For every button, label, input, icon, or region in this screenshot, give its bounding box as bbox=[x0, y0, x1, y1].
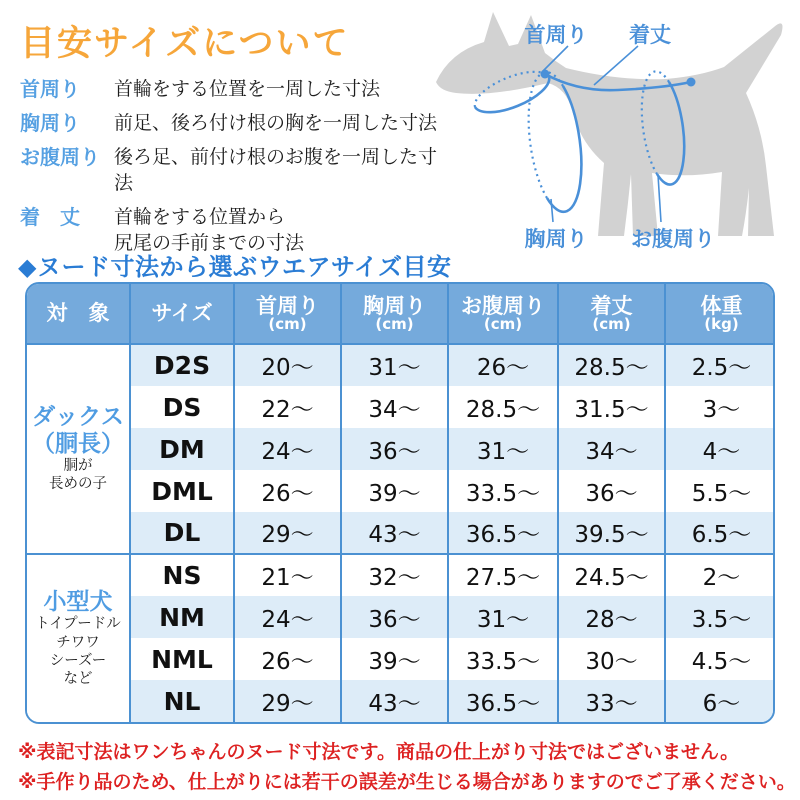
value-cell: 33.5〜 bbox=[448, 638, 558, 680]
subject-note: 胴が bbox=[63, 458, 93, 475]
size-cell: NL bbox=[130, 680, 234, 722]
value-cell: 20〜 bbox=[234, 344, 341, 386]
size-cell: D2S bbox=[130, 344, 234, 386]
column-header bbox=[448, 284, 558, 344]
size-cell: DL bbox=[130, 512, 234, 554]
value-cell: 26〜 bbox=[234, 638, 341, 680]
value-cell: 34〜 bbox=[558, 428, 665, 470]
footnotes bbox=[18, 737, 796, 798]
value-cell: 32〜 bbox=[341, 554, 448, 596]
size-cell: NML bbox=[130, 638, 234, 680]
page-title: 目安サイズについて bbox=[20, 24, 350, 64]
table-row bbox=[27, 554, 775, 596]
column-header-label: 首周り bbox=[256, 293, 319, 318]
value-cell: 36〜 bbox=[558, 470, 665, 512]
dog-measurement-diagram bbox=[428, 0, 800, 256]
value-cell: 5.5〜 bbox=[665, 470, 775, 512]
dog-diagram-svg bbox=[428, 0, 800, 256]
size-table bbox=[25, 282, 775, 724]
chest-label: 胸周り bbox=[524, 227, 588, 251]
subject-note: など bbox=[63, 670, 93, 687]
value-cell: 36.5〜 bbox=[448, 680, 558, 722]
subject-note: トイプードル bbox=[35, 616, 121, 633]
value-cell: 28.5〜 bbox=[558, 344, 665, 386]
value-cell: 26〜 bbox=[448, 344, 558, 386]
definition-term: 着 丈 bbox=[20, 205, 80, 229]
belly-leader-line bbox=[658, 175, 661, 222]
value-cell: 39〜 bbox=[341, 638, 448, 680]
definition-row bbox=[20, 76, 450, 102]
value-cell: 29〜 bbox=[234, 680, 341, 722]
value-cell: 31〜 bbox=[341, 344, 448, 386]
column-header bbox=[665, 284, 775, 344]
neck-label: 首周り bbox=[524, 23, 588, 47]
column-header bbox=[558, 284, 665, 344]
value-cell: 43〜 bbox=[341, 512, 448, 554]
subject-name: ダックス bbox=[32, 404, 124, 431]
subject-name: 小型犬 bbox=[43, 589, 113, 616]
definition-row bbox=[20, 110, 450, 136]
table-row bbox=[27, 428, 775, 470]
value-cell: 36〜 bbox=[341, 596, 448, 638]
footnote: ※手作り品のため、仕上がりには若干の誤差が生じる場合がありますのでご了承ください。 bbox=[18, 771, 796, 794]
size-cell: DS bbox=[130, 386, 234, 428]
table-row bbox=[27, 596, 775, 638]
subject-note: 長めの子 bbox=[49, 476, 107, 493]
table-header-row bbox=[27, 284, 775, 344]
table-row bbox=[27, 344, 775, 386]
length-start-dot bbox=[541, 70, 550, 79]
value-cell: 21〜 bbox=[234, 554, 341, 596]
column-header bbox=[130, 284, 234, 344]
belly-label: お腹周り bbox=[631, 227, 715, 251]
column-header-unit: (cm) bbox=[592, 314, 631, 333]
column-header bbox=[341, 284, 448, 344]
subject-cell bbox=[27, 344, 130, 554]
column-header-unit: (cm) bbox=[375, 314, 414, 333]
value-cell: 34〜 bbox=[341, 386, 448, 428]
value-cell: 39〜 bbox=[341, 470, 448, 512]
definition-term: お腹周り bbox=[20, 145, 100, 169]
size-cell: NM bbox=[130, 596, 234, 638]
value-cell: 31〜 bbox=[448, 428, 558, 470]
value-cell: 33.5〜 bbox=[448, 470, 558, 512]
column-header-unit: (cm) bbox=[483, 314, 523, 333]
value-cell: 2〜 bbox=[665, 554, 775, 596]
definition-desc: 前足、後ろ付け根の胸を一周した寸法 bbox=[114, 112, 438, 134]
value-cell: 4.5〜 bbox=[665, 638, 775, 680]
value-cell: 24.5〜 bbox=[558, 554, 665, 596]
footnote: ※表記寸法はワンちゃんのヌード寸法です。商品の仕上がり寸法ではございません。 bbox=[18, 741, 740, 763]
column-header-label: サイズ bbox=[151, 301, 213, 326]
size-cell: DM bbox=[130, 428, 234, 470]
value-cell: 31.5〜 bbox=[558, 386, 665, 428]
value-cell: 39.5〜 bbox=[558, 512, 665, 554]
size-cell: DML bbox=[130, 470, 234, 512]
value-cell: 30〜 bbox=[558, 638, 665, 680]
subject-note: シーズー bbox=[49, 652, 107, 669]
value-cell: 28〜 bbox=[558, 596, 665, 638]
measurement-definitions bbox=[20, 76, 450, 264]
column-header-unit: (kg) bbox=[704, 314, 739, 333]
value-cell: 31〜 bbox=[448, 596, 558, 638]
table-row bbox=[27, 386, 775, 428]
section-title: ◆ヌード寸法から選ぶウエアサイズ目安 bbox=[18, 253, 452, 281]
definition-row bbox=[20, 144, 450, 196]
table-row bbox=[27, 470, 775, 512]
column-header-label: 対 象 bbox=[46, 301, 110, 326]
table-row bbox=[27, 512, 775, 554]
value-cell: 6〜 bbox=[665, 680, 775, 722]
definition-desc: 首輪をする位置から 尻尾の手前までの寸法 bbox=[114, 206, 305, 254]
column-header-label: 体重 bbox=[700, 293, 743, 318]
definition-term: 首周り bbox=[20, 77, 80, 101]
column-header-label: 胸周り bbox=[363, 293, 426, 318]
subject-cell bbox=[27, 554, 130, 722]
value-cell: 6.5〜 bbox=[665, 512, 775, 554]
length-label: 着丈 bbox=[629, 23, 671, 47]
chest-leader-line bbox=[551, 199, 553, 222]
value-cell: 33〜 bbox=[558, 680, 665, 722]
table-row bbox=[27, 680, 775, 722]
definition-term: 胸周り bbox=[20, 111, 80, 135]
chest-measure-ellipse bbox=[529, 72, 563, 198]
value-cell: 2.5〜 bbox=[665, 344, 775, 386]
column-header-label: お腹周り bbox=[461, 293, 545, 318]
value-cell: 3〜 bbox=[665, 386, 775, 428]
column-header bbox=[234, 284, 341, 344]
value-cell: 27.5〜 bbox=[448, 554, 558, 596]
value-cell: 24〜 bbox=[234, 428, 341, 470]
value-cell: 29〜 bbox=[234, 512, 341, 554]
subject-name: （胴長） bbox=[32, 430, 124, 457]
value-cell: 24〜 bbox=[234, 596, 341, 638]
value-cell: 28.5〜 bbox=[448, 386, 558, 428]
column-header bbox=[27, 284, 130, 344]
value-cell: 3.5〜 bbox=[665, 596, 775, 638]
definition-desc: 後ろ足、前付け根のお腹を一周した寸法 bbox=[114, 146, 438, 194]
length-end-dot bbox=[687, 78, 696, 87]
subject-note: チワワ bbox=[56, 634, 100, 651]
value-cell: 4〜 bbox=[665, 428, 775, 470]
dog-silhouette bbox=[436, 12, 782, 236]
size-cell: NS bbox=[130, 554, 234, 596]
table-row bbox=[27, 638, 775, 680]
value-cell: 22〜 bbox=[234, 386, 341, 428]
value-cell: 43〜 bbox=[341, 680, 448, 722]
value-cell: 26〜 bbox=[234, 470, 341, 512]
definition-desc: 首輪をする位置を一周した寸法 bbox=[114, 78, 381, 100]
size-table-grid bbox=[27, 284, 775, 722]
column-header-unit: (cm) bbox=[268, 314, 307, 333]
value-cell: 36〜 bbox=[341, 428, 448, 470]
value-cell: 36.5〜 bbox=[448, 512, 558, 554]
column-header-label: 着丈 bbox=[590, 293, 633, 318]
